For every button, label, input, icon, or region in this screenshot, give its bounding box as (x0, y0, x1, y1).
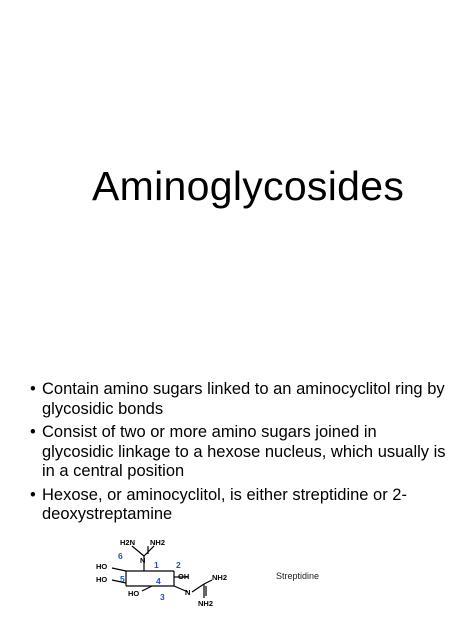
streptidine-structure-image (92, 536, 242, 626)
bullet-item (30, 423, 450, 482)
atom-n-right: N (185, 588, 191, 597)
bullet-list (30, 380, 450, 529)
atom-nh2-bottom: NH2 (198, 599, 214, 608)
bullet-text: Contain amino sugars linked to an aminocyclitol ring by glycosidic bonds (42, 380, 445, 418)
ring-position-2: 2 (176, 560, 181, 570)
ring-position-3: 3 (160, 592, 165, 602)
bullet-marker: • (30, 423, 36, 441)
atom-nh2-top: NH2 (150, 538, 166, 547)
bullet-item (30, 380, 450, 419)
atom-oh-right: OH (178, 572, 190, 581)
atom-ho-lower: HO (128, 589, 140, 598)
atom-ho-middle: HO (96, 575, 108, 584)
ring-position-5: 5 (120, 574, 125, 584)
atom-nh2-right: NH2 (212, 573, 228, 582)
bullet-text: Consist of two or more amino sugars joined in glycosidic linkage to a hexose nucleus, which usually is in a central position (42, 423, 446, 480)
structure-caption: Streptidine (276, 571, 320, 581)
bullet-marker: • (30, 485, 36, 504)
bullet-item (30, 486, 450, 525)
bond-lines (112, 546, 212, 598)
slide-title: Aminoglycosides (92, 163, 405, 209)
bullet-marker: • (30, 380, 36, 398)
ring-position-1: 1 (154, 560, 159, 570)
atom-h2n-top: H2N (120, 538, 136, 547)
atom-n-top: N (140, 556, 146, 565)
ring-position-6: 6 (118, 551, 123, 561)
ring-position-4: 4 (156, 576, 161, 586)
bullet-text: Hexose, or aminocyclitol, is either streptidine or 2-deoxystreptamine (42, 485, 407, 523)
streptidine-structure-svg (92, 536, 242, 626)
atom-ho-upper: HO (96, 562, 108, 571)
